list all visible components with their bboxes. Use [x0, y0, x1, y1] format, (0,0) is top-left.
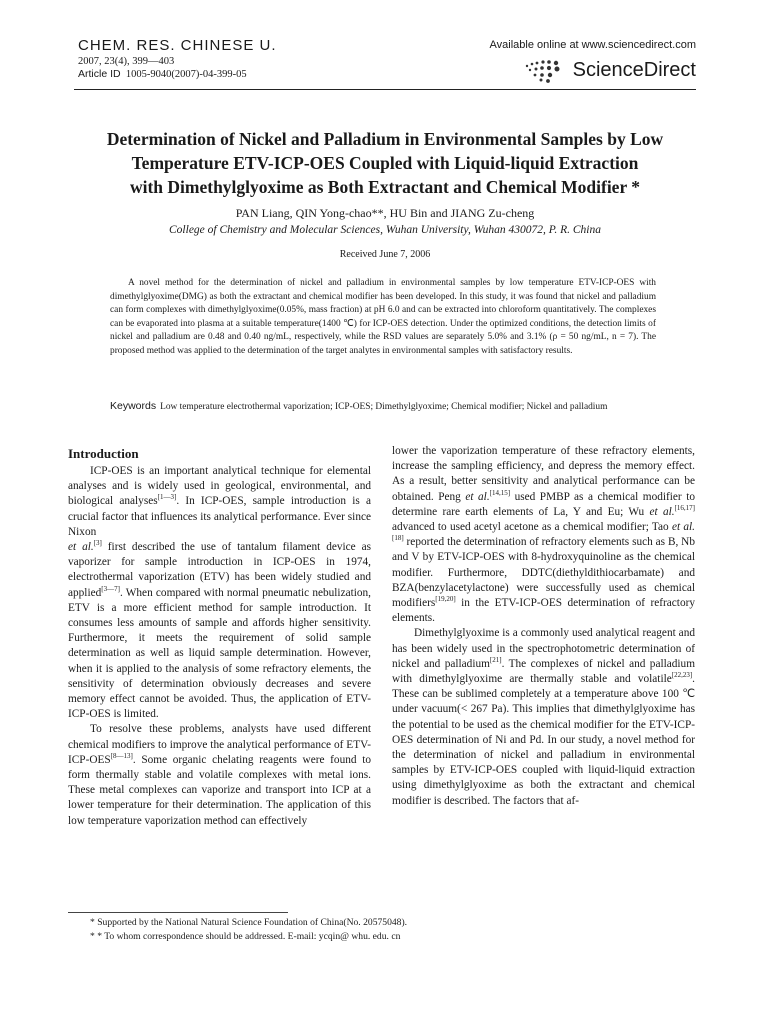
footnote-correspondence: * * To whom correspondence should be addressed. E-mail: ycqin@ whu. edu. cn [90, 931, 401, 942]
citation: [14,15] [489, 488, 511, 497]
body-text: lower the vaporization temperature of these refractory elements, increase the sampling efficiency, and depress the memory effect. As a result, better sensitivity and analytical performance can be obtained. Peng [392, 445, 695, 503]
keywords-text: Low temperature electrothermal vaporization; ICP-OES; Dimethylglyoxime; Chemical modifier; Nickel and palladium [160, 402, 608, 412]
citation: [21] [489, 656, 502, 665]
journal-header [78, 37, 408, 81]
article-id-label: Article ID [78, 68, 121, 80]
citation: [1—3] [157, 493, 177, 502]
section-heading-introduction: Introduction [68, 446, 139, 461]
footnote-funding: * Supported by the National Natural Science Foundation of China(No. 20575048). [90, 917, 408, 928]
body-text: reported the determination of refractory elements such as B, Nb and V by ETV-ICP-OES with 8-hydroxyquinoline as the chemical modifier. Furthermore, DDTC(diethyldithiocarbamate) and BZA(benzylacetylactone) were successfully used as chemical modifiers [392, 536, 695, 610]
citation: [8—13] [110, 752, 133, 761]
header-rule [74, 89, 696, 90]
citation: [3—7] [101, 584, 120, 593]
et-al: et al. [68, 541, 94, 554]
sciencedirect-dots-icon [521, 56, 569, 84]
body-text: . When compared with normal pneumatic nebulization, ETV is a more efficient method for sample introduction. It consumes less amounts of sample and affords higher sensitivity. Furthermore, it meets the requirement of solid sample determination as well as liquid sample determination. However, when it is applied to the analysis of some refractory elements, the sensitivity of determination obviously decreases and severe memory effect cannot be avoided. Thus, the application of ETV-ICP-OES is limited. [68, 586, 371, 721]
body-text: . Some organic chelating reagents were found to form thermally stable and volatile complexes with metal ions. These metal complexes can vaporize and transport into ICP at a lower temperature for their determination. The application of this low temperature vaporization method can effectively [68, 753, 371, 827]
body-paragraph [68, 464, 371, 722]
paper-title [60, 127, 710, 199]
body-text: ICP-OES is an important analytical technique for elemental analyses and is widely used in geological, environmental, and biological analyses [68, 465, 371, 508]
publisher-name: ScienceDirect [572, 59, 696, 81]
body-text: used PMBP as a chemical modifier to determine rare earth elements of La, Y and Eu; Wu [392, 490, 695, 518]
volume-line: 2007, 23(4), 399—403 [78, 56, 175, 67]
body-text: . These can be sublimed completely at a temperature above 100 ℃ under vacuum(< 267 Pa). This implies that dimethylglyoxime has the potential to be used as the chemical modifier for the ETV-ICP-OES determination of Ni and Pd. In our study, a novel method for the determination of nickel and palladium in environmental samples by ETV-ICP-OES coupled with liquid-liquid extraction using dimethylglyoxime as both the extractant and chemical modifier is described. The factors that af- [392, 673, 695, 807]
article-id-line [78, 68, 408, 81]
author-list: PAN Liang, QIN Yong-chao**, HU Bin and JIANG Zu-cheng [235, 206, 535, 220]
body-text: . In ICP-OES, sample introduction is a crucial factor that influences its analytical performance. Ever since Nixon [68, 495, 371, 538]
citation: [19,20] [435, 595, 456, 604]
publisher-header [436, 38, 696, 84]
title-line-2: Temperature ETV-ICP-OES Coupled with Liquid-liquid Extraction [131, 153, 639, 173]
body-paragraph [392, 444, 695, 626]
et-al: et al. [671, 521, 696, 534]
title-line-1: Determination of Nickel and Palladium in Environmental Samples by Low [106, 129, 664, 149]
affiliation: College of Chemistry and Molecular Sciences, Wuhan University, Wuhan 430072, P. R. China [169, 224, 601, 236]
keywords-label: Keywords [110, 400, 157, 412]
title-line-3: with Dimethylglyoxime as Both Extractant and Chemical Modifier * [129, 177, 641, 197]
keywords [110, 400, 656, 415]
body-paragraph [392, 626, 695, 808]
body-text: first described the use of tantalum filament device as vaporizer for sample introduction in ICP-OES in 1974, electrothermal vaporization (ETV) has been widely studied and applied [68, 541, 372, 599]
citation: [3] [93, 539, 102, 548]
body-paragraph [68, 722, 371, 828]
body-text: in the ETV-ICP-OES determination of refractory elements. [392, 597, 695, 625]
article-id: 1005-9040(2007)-04-399-05 [125, 69, 247, 80]
citation: [16,17] [674, 504, 695, 513]
abstract: A novel method for the determination of nickel and palladium in environmental samples by low temperature ETV-ICP-OES with dimethylglyoxime(DMG) as both the extractant and chemical modifier has been developed. In this study, it was found that nickel and palladium can form complexes with dimethylglyoxime(0.05%, mass fraction) at pH 6.0 and can be extracted into chloroform quantitatively. The complexes can be evaporated into plasma at a suitable temperature(1400 ℃) for ICP-OES detection. Under the optimized conditions, the detection limits of nickel and palladium are 0.48 and 0.40 ng/mL, respectively, while the RSD values are separately 5.0% and 3.1% (ρ = 50 ng/mL, n = 7). The proposed method was applied to the determination of the target analytes in environmental samples with satisfactory results. [110, 278, 656, 356]
body-text: Dimethylglyoxime is a commonly used analytical reagent and has been widely used in the spectrophotometric determination of nickel and palladium [392, 627, 695, 670]
received-date: Received June 7, 2006 [339, 249, 431, 260]
body-text: advanced to used acetyl acetone as a chemical modifier; Tao [392, 521, 669, 534]
et-al: et al. [649, 505, 675, 518]
footnote-rule [68, 912, 288, 913]
et-al: et al. [465, 490, 490, 503]
body-text: To resolve these problems, analysts have used different chemical modifiers to improve the analytical performance of ETV-ICP-OES [68, 723, 371, 766]
left-column [68, 444, 371, 829]
citation: [22,23] [671, 671, 693, 680]
citation: [18] [392, 534, 404, 543]
right-column [392, 444, 695, 809]
journal-name: CHEM. RES. CHINESE U. [78, 37, 277, 54]
publisher-brand [436, 56, 696, 84]
body-text: . The complexes of nickel and palladium with dimethylglyoxime are thermally stable and volatile [392, 657, 695, 686]
available-online: Available online at www.sciencedirect.com [489, 39, 696, 51]
